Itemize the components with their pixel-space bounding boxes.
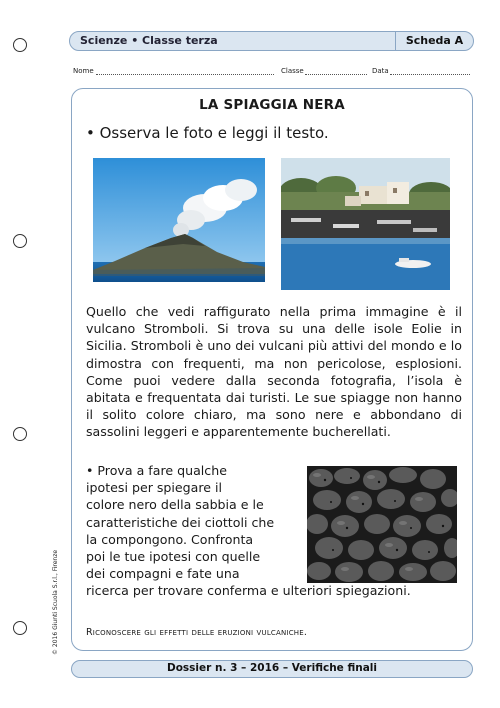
class-label: Classe	[281, 67, 304, 75]
beach-photo	[281, 158, 450, 290]
task-line: colore nero della sabbia e le	[86, 497, 264, 513]
header-bar	[69, 31, 474, 51]
sheet-label: Scheda A	[395, 31, 473, 51]
date-label: Data	[372, 67, 389, 75]
binder-hole	[13, 621, 27, 635]
binder-hole	[13, 427, 27, 441]
date-field[interactable]	[390, 74, 470, 75]
binder-hole	[13, 38, 27, 52]
dossier-label: Dossier n. 3 – 2016 – Verifiche finali	[166, 662, 377, 674]
learning-objective: Riconoscere gli effetti delle eruzioni vulcaniche.	[86, 627, 308, 638]
volcano-photo	[93, 158, 265, 282]
binder-hole	[13, 234, 27, 248]
task-line: ricerca per trovare conferma e ulteriori spiegazioni.	[86, 583, 411, 599]
task-line: poi le tue ipotesi con quelle	[86, 549, 261, 565]
task-line: • Prova a fare qualche	[86, 463, 227, 478]
task-line: dei compagni e fate una	[86, 566, 240, 582]
body-text: Quello che vedi raffigurato nella prima immagine è il vulcano Stromboli. Si trova su una delle isole Eolie in Sicilia. Stromboli è uno dei vulcani più attivi del mondo e lo dimostra con frequenti, ma non pericolose, esplosioni. Come puoi vedere dalla seconda fotografia, l’isola è abitata e frequentata dai turisti. Le sue spiagge non hanno il solito colore chiaro, ma sono nere e abbondano di sassolini leggeri e apparentemente bucherellati.	[86, 304, 462, 440]
task-line: caratteristiche dei ciottoli che	[86, 514, 275, 530]
task-line: la compongono. Confronta	[86, 531, 254, 547]
name-label: Nome	[73, 67, 94, 75]
copyright-text: © 2016 Giunti Scuola S.r.l., Firenze	[52, 549, 59, 655]
pebbles-photo	[307, 466, 457, 583]
class-field[interactable]	[305, 74, 367, 75]
task-line: ipotesi per spiegare il	[86, 480, 223, 496]
footer-bar	[71, 660, 473, 678]
instruction-text: • Osserva le foto e leggi il testo.	[86, 124, 329, 142]
worksheet-title: LA SPIAGGIA NERA	[199, 97, 345, 113]
name-field[interactable]	[96, 74, 274, 75]
subject-label: Scienze • Classe terza	[80, 34, 218, 47]
